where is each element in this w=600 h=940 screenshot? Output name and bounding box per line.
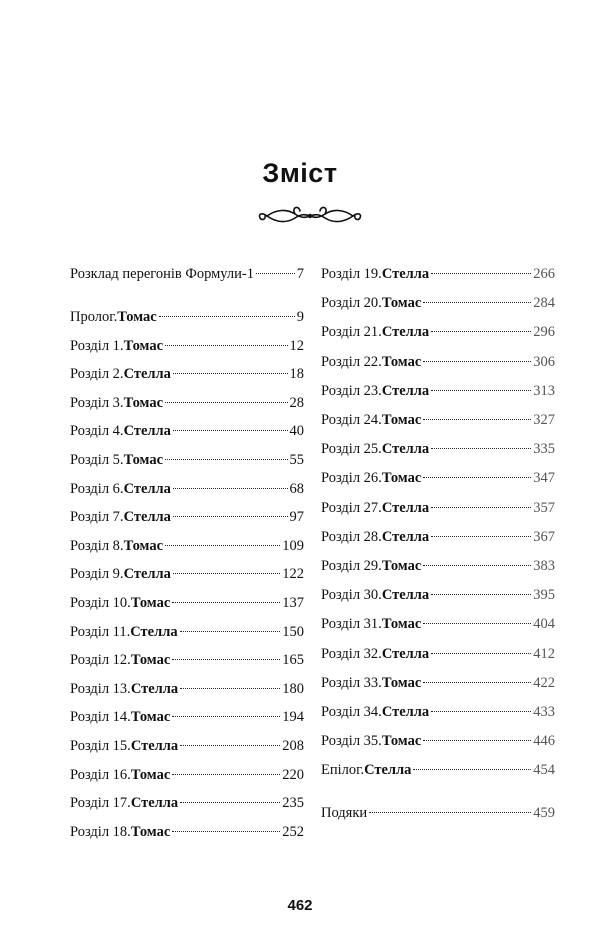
toc-entry[interactable] bbox=[70, 479, 304, 499]
dot-leader bbox=[172, 602, 280, 603]
toc-entry-narrator: Стелла bbox=[130, 795, 179, 812]
toc-entry[interactable] bbox=[321, 673, 555, 693]
dot-leader bbox=[165, 345, 287, 346]
toc-entry[interactable] bbox=[321, 468, 555, 488]
toc-entry-page: 433 bbox=[533, 704, 555, 720]
toc-entry-label: Пролог. bbox=[70, 309, 118, 325]
toc-entry-label: Розділ 21. bbox=[321, 324, 382, 341]
toc-entry[interactable] bbox=[321, 410, 555, 430]
toc-entry-label: Розділ 12. bbox=[70, 652, 131, 669]
dot-leader bbox=[431, 448, 531, 449]
toc-entry-page: 266 bbox=[533, 266, 555, 282]
toc-entry-narrator: Стелла bbox=[381, 382, 430, 399]
dot-leader bbox=[159, 316, 295, 317]
toc-entry-page: 55 bbox=[289, 452, 304, 468]
toc-entry[interactable] bbox=[321, 644, 555, 664]
toc-entry-page: 18 bbox=[289, 366, 304, 383]
toc-entry-page: 9 bbox=[296, 309, 304, 325]
toc-entry-label: Розділ 20. bbox=[321, 295, 382, 312]
toc-entry-narrator: Томас bbox=[381, 353, 422, 370]
toc-entry[interactable] bbox=[70, 707, 304, 727]
toc-entry-narrator: Томас bbox=[381, 733, 422, 750]
toc-entry-narrator: Томас bbox=[130, 766, 171, 783]
toc-entry-narrator: Стелла bbox=[130, 680, 179, 697]
dot-leader bbox=[431, 653, 531, 654]
toc-entry[interactable] bbox=[321, 731, 555, 751]
dot-leader bbox=[256, 273, 295, 274]
toc-entry-label: Розділ 19. bbox=[321, 266, 382, 282]
toc-entry[interactable] bbox=[321, 381, 555, 401]
toc-entry-page: 150 bbox=[282, 623, 304, 640]
toc-entry-page: 357 bbox=[533, 499, 555, 516]
toc-entry[interactable] bbox=[321, 527, 555, 547]
dot-leader bbox=[423, 623, 531, 624]
toc-entry[interactable] bbox=[70, 450, 304, 470]
dot-leader bbox=[431, 273, 531, 274]
toc-entry-page: 137 bbox=[282, 595, 304, 611]
toc-entry-narrator: Стелла bbox=[381, 645, 430, 662]
toc-entry[interactable] bbox=[321, 585, 555, 605]
toc-entry-narrator: Стелла bbox=[123, 509, 171, 526]
toc-entry-narrator: Стелла bbox=[381, 528, 430, 545]
toc-entry-page: 252 bbox=[282, 823, 304, 840]
toc-entry-label: Розділ 26. bbox=[321, 470, 382, 487]
toc-entry-narrator: Стелла bbox=[364, 762, 412, 779]
toc-entry-page: 327 bbox=[533, 412, 555, 428]
toc-entry-narrator: Стелла bbox=[123, 423, 171, 440]
toc-entry-narrator: Стелла bbox=[130, 623, 178, 640]
toc-entry-page: 459 bbox=[533, 804, 555, 821]
toc-entry-narrator: Томас bbox=[381, 674, 422, 691]
toc-entry-narrator: Стелла bbox=[381, 441, 430, 458]
toc-entry-page: 306 bbox=[533, 353, 555, 370]
toc-entry-label: Розділ 35. bbox=[321, 733, 382, 750]
toc-entry-label: Розділ 17. bbox=[70, 795, 131, 812]
toc-entry-label: Розділ 34. bbox=[321, 704, 382, 720]
toc-entry-page: 284 bbox=[533, 295, 555, 312]
toc-entry-label: Розділ 25. bbox=[321, 441, 382, 458]
toc-entry-label: Розділ 7. bbox=[70, 509, 124, 526]
flourish-ornament-icon bbox=[255, 203, 365, 229]
toc-entry-narrator: Томас bbox=[381, 295, 422, 312]
toc-entry[interactable] bbox=[70, 679, 304, 699]
toc-entry[interactable] bbox=[321, 702, 555, 722]
toc-entry-narrator: Стелла bbox=[381, 324, 430, 341]
toc-entry[interactable] bbox=[70, 593, 304, 613]
toc-entry-narrator: Стелла bbox=[381, 587, 430, 604]
toc-entry-page: 122 bbox=[282, 566, 304, 583]
toc-entry-narrator: Стелла bbox=[130, 738, 179, 754]
toc-entry-narrator: Томас bbox=[381, 470, 422, 487]
toc-entry-narrator: Томас bbox=[123, 537, 164, 554]
toc-entry-label: Розділ 5. bbox=[70, 452, 124, 468]
page-number: 462 bbox=[287, 897, 313, 914]
toc-entry-narrator: Томас bbox=[130, 823, 171, 840]
toc-entry-narrator: Томас bbox=[123, 337, 164, 354]
toc-entry[interactable] bbox=[321, 322, 555, 342]
toc-entry-page: 165 bbox=[282, 652, 304, 669]
dot-leader bbox=[431, 536, 531, 537]
toc-entry-label: Розділ 29. bbox=[321, 558, 382, 574]
toc-entry[interactable] bbox=[70, 507, 304, 527]
dot-leader bbox=[165, 402, 287, 403]
toc-entry-page: 109 bbox=[282, 537, 304, 554]
toc-entry-page: 367 bbox=[533, 528, 555, 545]
toc-entry-label: Розділ 4. bbox=[70, 423, 124, 440]
toc-entry-narrator: Стелла bbox=[381, 266, 430, 282]
toc-entry[interactable] bbox=[70, 393, 304, 413]
toc-entry-page: 454 bbox=[533, 762, 555, 779]
dot-leader bbox=[431, 507, 531, 508]
dot-leader bbox=[180, 802, 280, 803]
toc-entry[interactable] bbox=[70, 765, 304, 785]
dot-leader bbox=[173, 488, 288, 489]
toc-entry-narrator: Томас bbox=[381, 412, 422, 428]
toc-entry-page: 194 bbox=[282, 709, 304, 726]
toc-entry-label: Розділ 13. bbox=[70, 680, 131, 697]
toc-entry-label: Розділ 32. bbox=[321, 645, 382, 662]
toc-entry-label: Розділ 8. bbox=[70, 537, 124, 554]
toc-entry-narrator: Стелла bbox=[381, 704, 430, 720]
toc-entry-page: 28 bbox=[289, 394, 304, 411]
toc-entry-label: Розділ 30. bbox=[321, 587, 382, 604]
toc-entry-page: 383 bbox=[533, 558, 555, 574]
dot-leader bbox=[172, 831, 280, 832]
toc-entry-narrator: Стелла bbox=[381, 499, 430, 516]
toc-entry-label: Розділ 18. bbox=[70, 823, 131, 840]
toc-entry-narrator: Томас bbox=[381, 616, 422, 633]
toc-entry-label: Розділ 16. bbox=[70, 766, 131, 783]
toc-entry-page: 97 bbox=[289, 509, 304, 526]
toc-entry-label: Розділ 9. bbox=[70, 566, 124, 583]
dot-leader bbox=[423, 565, 531, 566]
dot-leader bbox=[423, 419, 531, 420]
toc-entry-page: 7 bbox=[296, 266, 304, 282]
toc-entry-page: 335 bbox=[533, 441, 555, 458]
toc-entry[interactable] bbox=[321, 439, 555, 459]
toc-entry[interactable] bbox=[70, 336, 304, 356]
toc-entry-narrator: Стелла bbox=[123, 480, 171, 497]
toc-entry-narrator: Стелла bbox=[123, 566, 171, 583]
toc-entry-label: Розділ 3. bbox=[70, 394, 124, 411]
toc-entry-label: Розклад перегонів Формули-1 bbox=[70, 266, 254, 282]
toc-entry-narrator: Томас bbox=[123, 394, 164, 411]
toc-entry-label: Розділ 2. bbox=[70, 366, 124, 383]
toc-entry-page: 220 bbox=[282, 766, 304, 783]
dot-leader bbox=[413, 769, 531, 770]
toc-entry-page: 68 bbox=[289, 480, 304, 497]
dot-leader bbox=[431, 390, 531, 391]
dot-leader bbox=[431, 711, 531, 712]
toc-entry[interactable] bbox=[321, 264, 555, 284]
toc-entry-page: 347 bbox=[533, 470, 555, 487]
toc-entry[interactable] bbox=[321, 293, 555, 313]
toc-entry-narrator: Томас bbox=[130, 652, 171, 669]
toc-entry[interactable] bbox=[70, 650, 304, 670]
dot-leader bbox=[369, 812, 531, 813]
toc-entry-page: 412 bbox=[533, 645, 555, 662]
dot-leader bbox=[431, 331, 531, 332]
toc-entry[interactable] bbox=[70, 822, 304, 842]
dot-leader bbox=[180, 631, 281, 632]
dot-leader bbox=[173, 516, 288, 517]
toc-entry-label: Розділ 15. bbox=[70, 738, 131, 754]
toc-entry-narrator: Стелла bbox=[123, 366, 171, 383]
toc-entry[interactable] bbox=[70, 307, 304, 327]
toc-entry-page: 12 bbox=[289, 337, 304, 354]
dot-leader bbox=[165, 459, 287, 460]
dot-leader bbox=[172, 774, 280, 775]
dot-leader bbox=[172, 716, 280, 717]
toc-entry-label: Розділ 6. bbox=[70, 480, 124, 497]
toc-entry[interactable] bbox=[321, 352, 555, 372]
dot-leader bbox=[431, 594, 531, 595]
toc-entry-narrator: Томас bbox=[130, 709, 171, 726]
toc-entry-label: Розділ 14. bbox=[70, 709, 131, 726]
toc-entry[interactable] bbox=[70, 736, 304, 756]
toc-entry-label: Розділ 31. bbox=[321, 616, 382, 633]
dot-leader bbox=[423, 477, 531, 478]
toc-entry[interactable] bbox=[321, 498, 555, 518]
dot-leader bbox=[173, 373, 288, 374]
toc-entry[interactable] bbox=[70, 364, 304, 384]
toc-entry-label: Епілог. bbox=[321, 762, 365, 779]
toc-entry[interactable] bbox=[70, 793, 304, 813]
toc-entry-page: 313 bbox=[533, 382, 555, 399]
toc-entry-page: 404 bbox=[533, 616, 555, 633]
toc-entry[interactable] bbox=[70, 564, 304, 584]
toc-entry-page: 235 bbox=[282, 795, 304, 812]
dot-leader bbox=[423, 682, 531, 683]
toc-entry-page: 446 bbox=[533, 733, 555, 750]
toc-entry-page: 208 bbox=[282, 738, 304, 754]
toc-entry-label: Розділ 24. bbox=[321, 412, 382, 428]
dot-leader bbox=[172, 659, 280, 660]
toc-entry-narrator: Томас bbox=[117, 309, 157, 325]
toc-entry-label: Розділ 1. bbox=[70, 337, 124, 354]
toc-entry-page: 296 bbox=[533, 324, 555, 341]
dot-leader bbox=[423, 302, 531, 303]
toc-entry-label: Розділ 10. bbox=[70, 595, 131, 611]
toc-entry[interactable] bbox=[321, 760, 555, 780]
dot-leader bbox=[165, 545, 280, 546]
toc-entry-page: 395 bbox=[533, 587, 555, 604]
dot-leader bbox=[180, 745, 280, 746]
toc-entry-label: Розділ 27. bbox=[321, 499, 382, 516]
dot-leader bbox=[423, 361, 531, 362]
toc-entry[interactable] bbox=[321, 556, 555, 576]
toc-entry[interactable] bbox=[321, 803, 555, 823]
dot-leader bbox=[173, 573, 280, 574]
dot-leader bbox=[423, 740, 531, 741]
dot-leader bbox=[173, 430, 288, 431]
toc-entry[interactable] bbox=[70, 264, 304, 284]
page-title: Зміст bbox=[262, 158, 338, 188]
toc-entry-label: Розділ 11. bbox=[70, 623, 131, 640]
toc-entry-label: Подяки bbox=[321, 804, 368, 821]
toc-entry-page: 422 bbox=[533, 674, 555, 691]
toc-entry-label: Розділ 22. bbox=[321, 353, 382, 370]
dot-leader bbox=[180, 688, 280, 689]
toc-entry[interactable] bbox=[70, 421, 304, 441]
toc-entry-narrator: Томас bbox=[130, 595, 171, 611]
toc-entry[interactable] bbox=[70, 536, 304, 556]
toc-entry[interactable] bbox=[70, 622, 304, 642]
toc-entry-page: 180 bbox=[282, 680, 304, 697]
toc-entry-page: 40 bbox=[289, 423, 304, 440]
toc-entry[interactable] bbox=[321, 614, 555, 634]
toc-entry-narrator: Томас bbox=[123, 452, 164, 468]
toc-entry-label: Розділ 23. bbox=[321, 382, 382, 399]
toc-entry-label: Розділ 33. bbox=[321, 674, 382, 691]
toc-entry-label: Розділ 28. bbox=[321, 528, 382, 545]
toc-entry-narrator: Томас bbox=[381, 558, 422, 574]
